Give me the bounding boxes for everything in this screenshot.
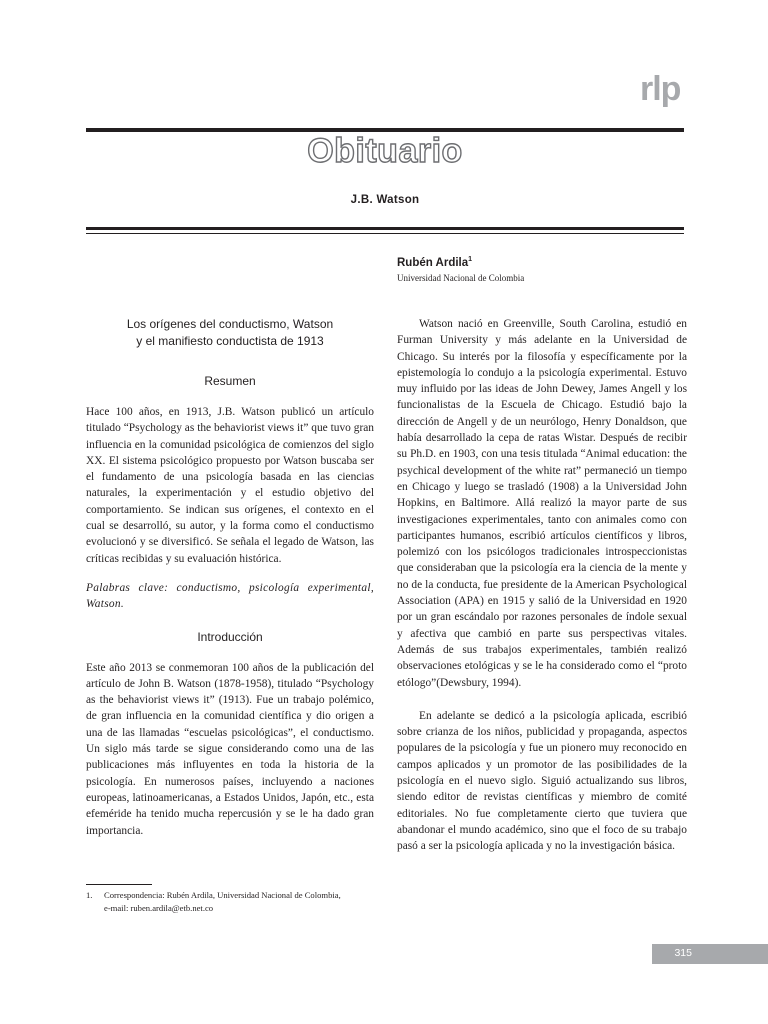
obituary-subject: J.B. Watson [350,194,420,206]
page-number-bar [652,944,768,964]
header-bottom-thin-rule [86,233,684,234]
footnote-rule [86,884,152,885]
footnote-number: 1. [86,890,93,900]
author-footnote-mark: 1 [468,256,473,263]
header-bottom-rule [86,227,684,230]
introduccion-heading: Introducción [197,629,263,644]
footnote [86,889,378,915]
body-paragraph-2: En adelante se dedicó a la psicología aplicada, escribió sobre crianza de los niños, publicidad y propaganda, aspectos populares de la psicología y fue un pionero muy reconocido en campos aplicados y un promotor de las posibilidades de la psicología en el nuevo siglo. Siguió actualizando sus libros, siendo editor de revistas científicas y miembro de comité editoriales. No fue completamente cierto que tuviera que abandonar el mundo académico, sino que el foco de su trabajo pasó a ser la psicología aplicada y no la investigación básica. [397,709,687,853]
page-number: 315 [674,947,692,959]
journal-logo: rlp [640,70,681,108]
article-title-line-1: Los orígenes del conductismo, Watson [126,317,334,331]
abstract-text: Hace 100 años, en 1913, J.B. Watson publicó un artículo titulado “Psychology as the behaviorist views it” que tuvo gran influencia en la comunidad psicológica de comienzos del siglo XX. El sistema psicológico propuesto por Watson buscaba ser el fundamento de una psicología basada en las ciencias naturales, la experimentación y el estudio objetivo del comportamiento. Se indican sus orígenes, el contexto en el cual se desarrolló, su autor, y la forma como el conductismo evolucionó y se diversificó. Se señala el legado de Watson, las críticas recibidas y su evaluación histórica. [86,406,374,565]
author-affiliation: Universidad Nacional de Colombia [397,273,525,283]
keywords: Palabras clave: conductismo, psicología experimental, Watson. [86,581,374,611]
author-name [397,256,472,269]
article-title-line-2: y el manifiesto conductista de 1913 [136,334,324,348]
body-paragraph-1: Watson nació en Greenville, South Carolina, estudió en Furman University y más adelante en la Universidad de Chicago. Su interés por la filosofía y específicamente por la epistemología lo condujo a la psicología experimental. Estuvo muy influido por las ideas de John Dewey, James Angell y los funcionalistas de la Escuela de Chicago. Estudió bajo la dirección de Angell y de un neurólogo, Henry Donaldson, que había desarrollado la cepa de ratas Wistar. Después de recibir su Ph.D. en 1903, con una tesis titulada “Animal education: the psychical development of the white rat” permaneció un tiempo en Chicago y luego se trasladó (1908) a la Universidad John Hopkins, en Baltimore. Allá realizó la mayor parte de sus investigaciones experimentales, tanto con animales como con participantes humanos, escribió artículos científicos y libros, polemizó con los psicólogos tradicionales introspeccionistas que consideraban que la psicología era la ciencia de la mente y no de la conducta, fue presidente de la American Psychological Association (APA) en 1915 y salió de la Universidad en 1920 por un gran escándalo por razones personales de índole sexual y afectiva que cambió en parte sus perspectivas vitales. Además de sus trabajos experimentales, también realizó observaciones etológicas y se le ha considerado como el “proto etólogo”(Dewsbury, 1994). [397,318,687,689]
author-name-text: Rubén Ardila [397,256,469,269]
introduction-text: Este año 2013 se conmemoran 100 años de la publicación del artículo de John B. Watson (1878-1958), titulado “Psychology as the behaviorist views it” (1913). Fue un trabajo polémico, de gran influencia en la comunidad científica y dio origen a una de las llamadas “escuelas psicológicas”, el conductismo. Un siglo más tarde se sigue considerando como una de las publicaciones más influyentes en toda la historia de la psicología. En numerosos países, incluyendo a naciones europeas, latinoamericanas, a Estados Unidos, Japón, etc., esta efeméride ha tenido mucha repercusión y se le ha dado gran importancia. [86,661,374,837]
section-title: Obituario [307,132,463,170]
resumen-heading: Resumen [204,374,256,388]
left-column [86,316,374,839]
right-column [397,316,687,855]
footnote-correspondence: Correspondencia: Rubén Ardila, Universidad Nacional de Colombia, [104,890,341,900]
footnote-email: e-mail: ruben.ardila@etb.net.co [104,903,214,913]
